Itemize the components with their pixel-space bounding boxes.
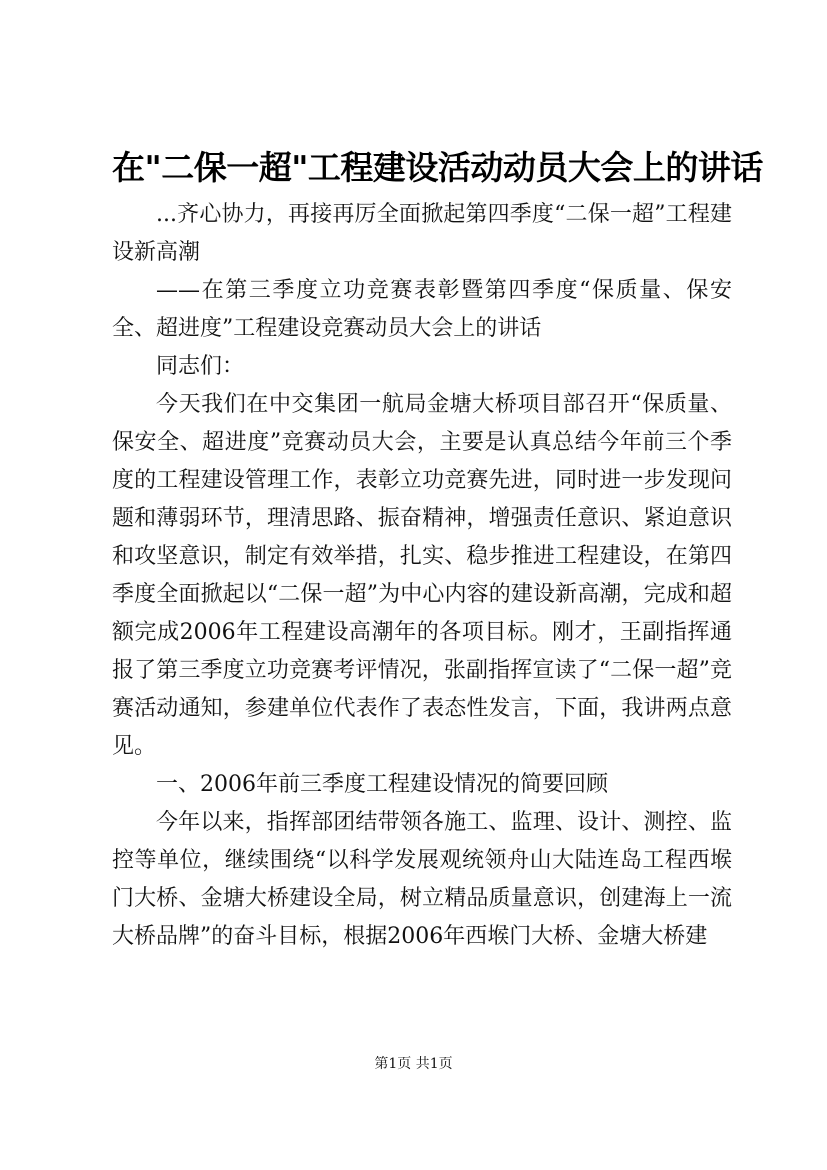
paragraph: 今年以来，指挥部团结带领各施工、监理、设计、测控、监控等单位，继续围绕“以科学发展观统领舟山大陆连岛工程西堠门大桥、金塘大桥建设全局，树立精品质量意识，创建海上一流大桥品牌”的奋斗目标，根据2006年西堠门大桥、金塘大桥建	[112, 810, 732, 949]
section-heading: 一、2006年前三季度工程建设情况的简要回顾	[156, 772, 608, 797]
document-body	[112, 196, 732, 956]
document-title: 在"二保一超"工程建设活动动员大会上的讲话	[112, 148, 763, 187]
page-footer: 第1页 共1页	[374, 1056, 453, 1072]
paragraph: 同志们：	[156, 354, 245, 379]
paragraph: ——在第三季度立功竞赛表彰暨第四季度“保质量、保安全、超进度”工程建设竞赛动员大会上的讲话	[112, 278, 732, 341]
paragraph: 今天我们在中交集团一航局金塘大桥项目部召开“保质量、保安全、超进度”竞赛动员大会，主要是认真总结今年前三个季度的工程建设管理工作，表彰立功竞赛先进，同时进一步发现问题和薄弱环节，理清思路、振奋精神，增强责任意识、紧迫意识和攻坚意识，制定有效举措，扎实、稳步推进工程建设，在第四季度全面掀起以“二保一超”为中心内容的建设新高潮，完成和超额完成2006年工程建设高潮年的各项目标。刚才，王副指挥通报了第三季度立功竞赛考评情况，张副指挥宣读了“二保一超”竞赛活动通知，参建单位代表作了表态性发言，下面，我讲两点意见。	[112, 392, 732, 759]
paragraph: ...齐心协力，再接再厉全面掀起第四季度“二保一超”工程建设新高潮	[112, 202, 732, 265]
